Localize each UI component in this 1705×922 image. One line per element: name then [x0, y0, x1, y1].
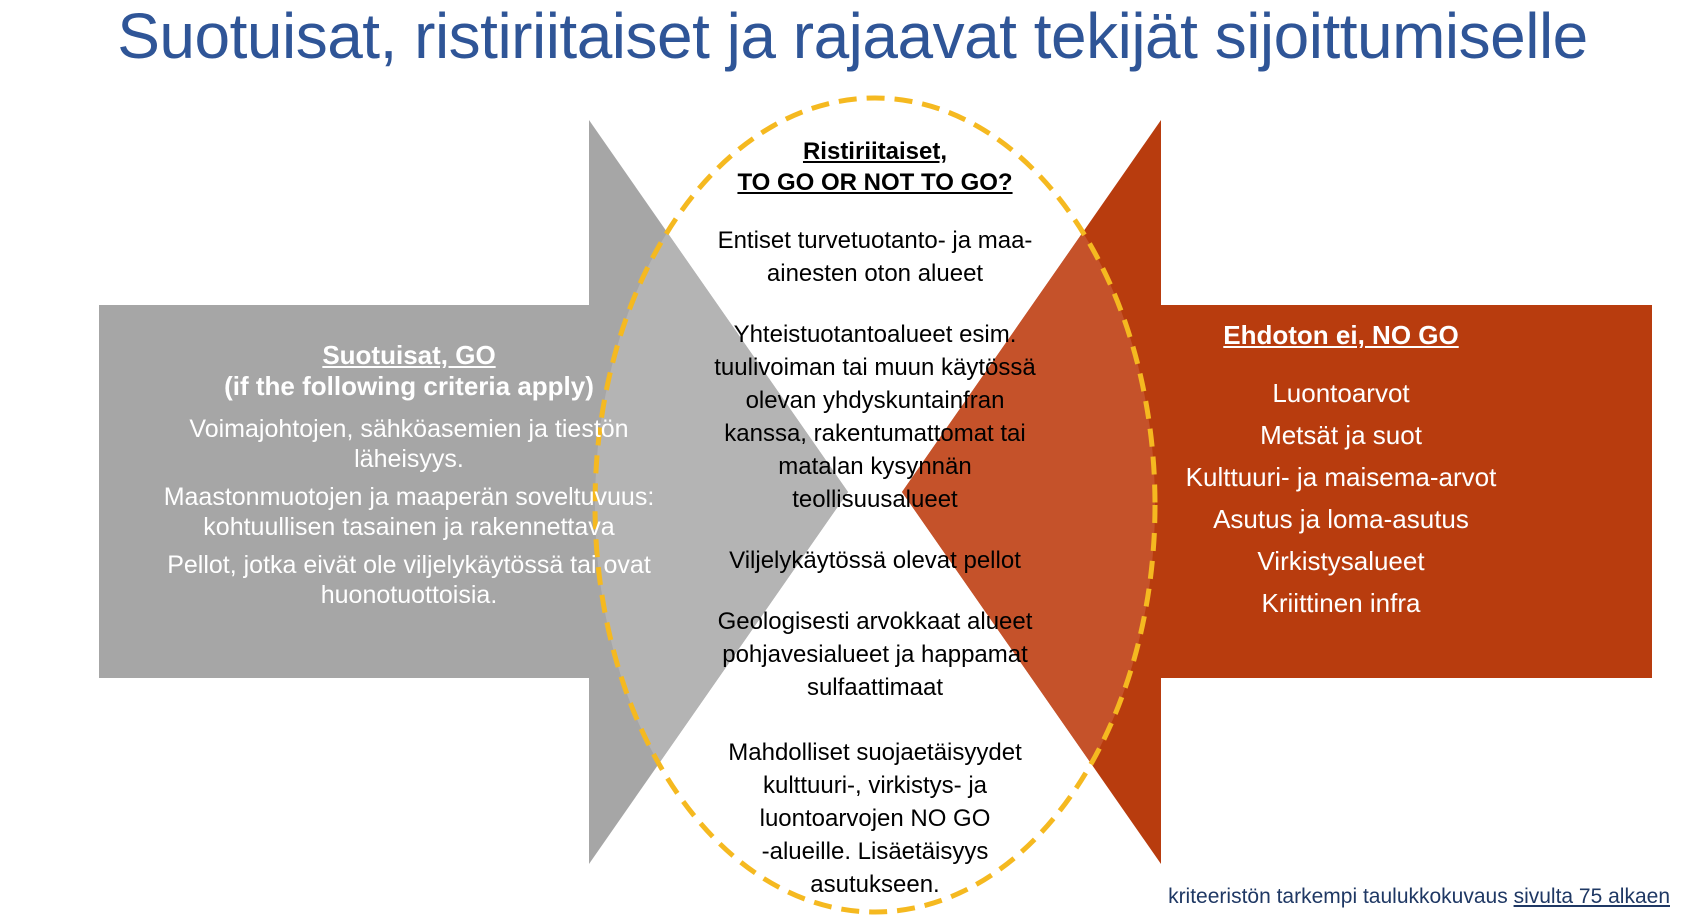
conflict-item-line: Geologisesti arvokkaat alueet	[717, 608, 1033, 635]
conflict-item-line: -alueille. Lisäetäisyys	[761, 838, 989, 865]
conflict-item-line: Viljelykäytössä olevat pellot	[729, 547, 1021, 574]
go-item	[99, 482, 719, 542]
no-go-item: Kulttuuri- ja maisema-arvot	[1185, 462, 1497, 492]
go-item	[99, 414, 719, 474]
conflict-item	[675, 544, 1075, 577]
go-heading-text: Suotuisat, GO	[322, 340, 496, 370]
slide-title: Suotuisat, ristiriitaiset ja rajaavat tekijät sijoittumiselle	[117, 0, 1588, 72]
conflict-item-line: matalan kysynnän	[778, 453, 972, 480]
conflict-item-line: luontoarvojen NO GO	[759, 805, 991, 832]
conflict-item	[675, 318, 1075, 516]
go-panel	[99, 340, 719, 610]
go-item-line: kohtuullisen tasainen ja rakennettava	[203, 513, 615, 541]
footnote	[1080, 885, 1670, 909]
go-item-line: huonotuottoisia.	[320, 581, 498, 609]
conflict-heading-line1: Ristiriitaiset,	[802, 138, 948, 165]
conflict-item-line: olevan yhdyskuntainfran	[745, 387, 1005, 414]
go-item-line: Voimajohtojen, sähköasemien ja tiestön	[189, 415, 629, 443]
go-item-line: Pellot, jotka eivät ole viljelykäytössä tai ovat	[167, 551, 651, 579]
conflict-item-line: teollisuusalueet	[792, 486, 958, 513]
no-go-heading: Ehdoton ei, NO GO	[1223, 320, 1459, 350]
no-go-item: Kriittinen infra	[1261, 588, 1421, 618]
no-go-item: Metsät ja suot	[1260, 420, 1422, 450]
conflict-item	[675, 736, 1075, 901]
footnote-text: kriteeristön tarkempi taulukkokuvaus	[1168, 885, 1514, 908]
no-go-panel	[1161, 318, 1521, 624]
conflict-item-line: sulfaattimaat	[806, 674, 944, 701]
conflict-item-line: pohjavesialueet ja happamat	[722, 641, 1028, 668]
conflict-item-line: kanssa, rakentumattomat tai	[724, 420, 1026, 447]
conflict-item-line: ainesten oton alueet	[766, 260, 984, 287]
conflict-item-line: Entiset turvetuotanto- ja maa-	[717, 227, 1033, 254]
conflict-panel	[675, 136, 1075, 901]
no-go-item: Virkistysalueet	[1257, 546, 1425, 576]
conflict-item	[675, 605, 1075, 704]
no-go-item: Asutus ja loma-asutus	[1213, 504, 1469, 534]
conflict-item-line: kulttuuri-, virkistys- ja	[762, 772, 988, 799]
no-go-item: Luontoarvot	[1272, 378, 1410, 408]
conflict-item	[675, 224, 1075, 290]
conflict-item-line: tuulivoiman tai muun käytössä	[714, 354, 1036, 381]
conflict-item-line: Mahdolliset suojaetäisyydet	[728, 739, 1022, 766]
go-item	[99, 550, 719, 610]
conflict-item-line: Yhteistuotantoalueet esim.	[733, 321, 1017, 348]
conflict-item-line: asutukseen.	[810, 871, 940, 898]
go-heading	[99, 340, 719, 371]
go-item-line: Maastonmuotojen ja maaperän soveltuvuus:	[163, 483, 655, 511]
go-subheading: (if the following criteria apply)	[224, 371, 594, 401]
page-reference-link[interactable]: sivulta 75 alkaen	[1513, 885, 1670, 908]
go-item-line: läheisyys.	[354, 445, 464, 473]
conflict-heading-line2: TO GO OR NOT TO GO?	[737, 169, 1013, 196]
